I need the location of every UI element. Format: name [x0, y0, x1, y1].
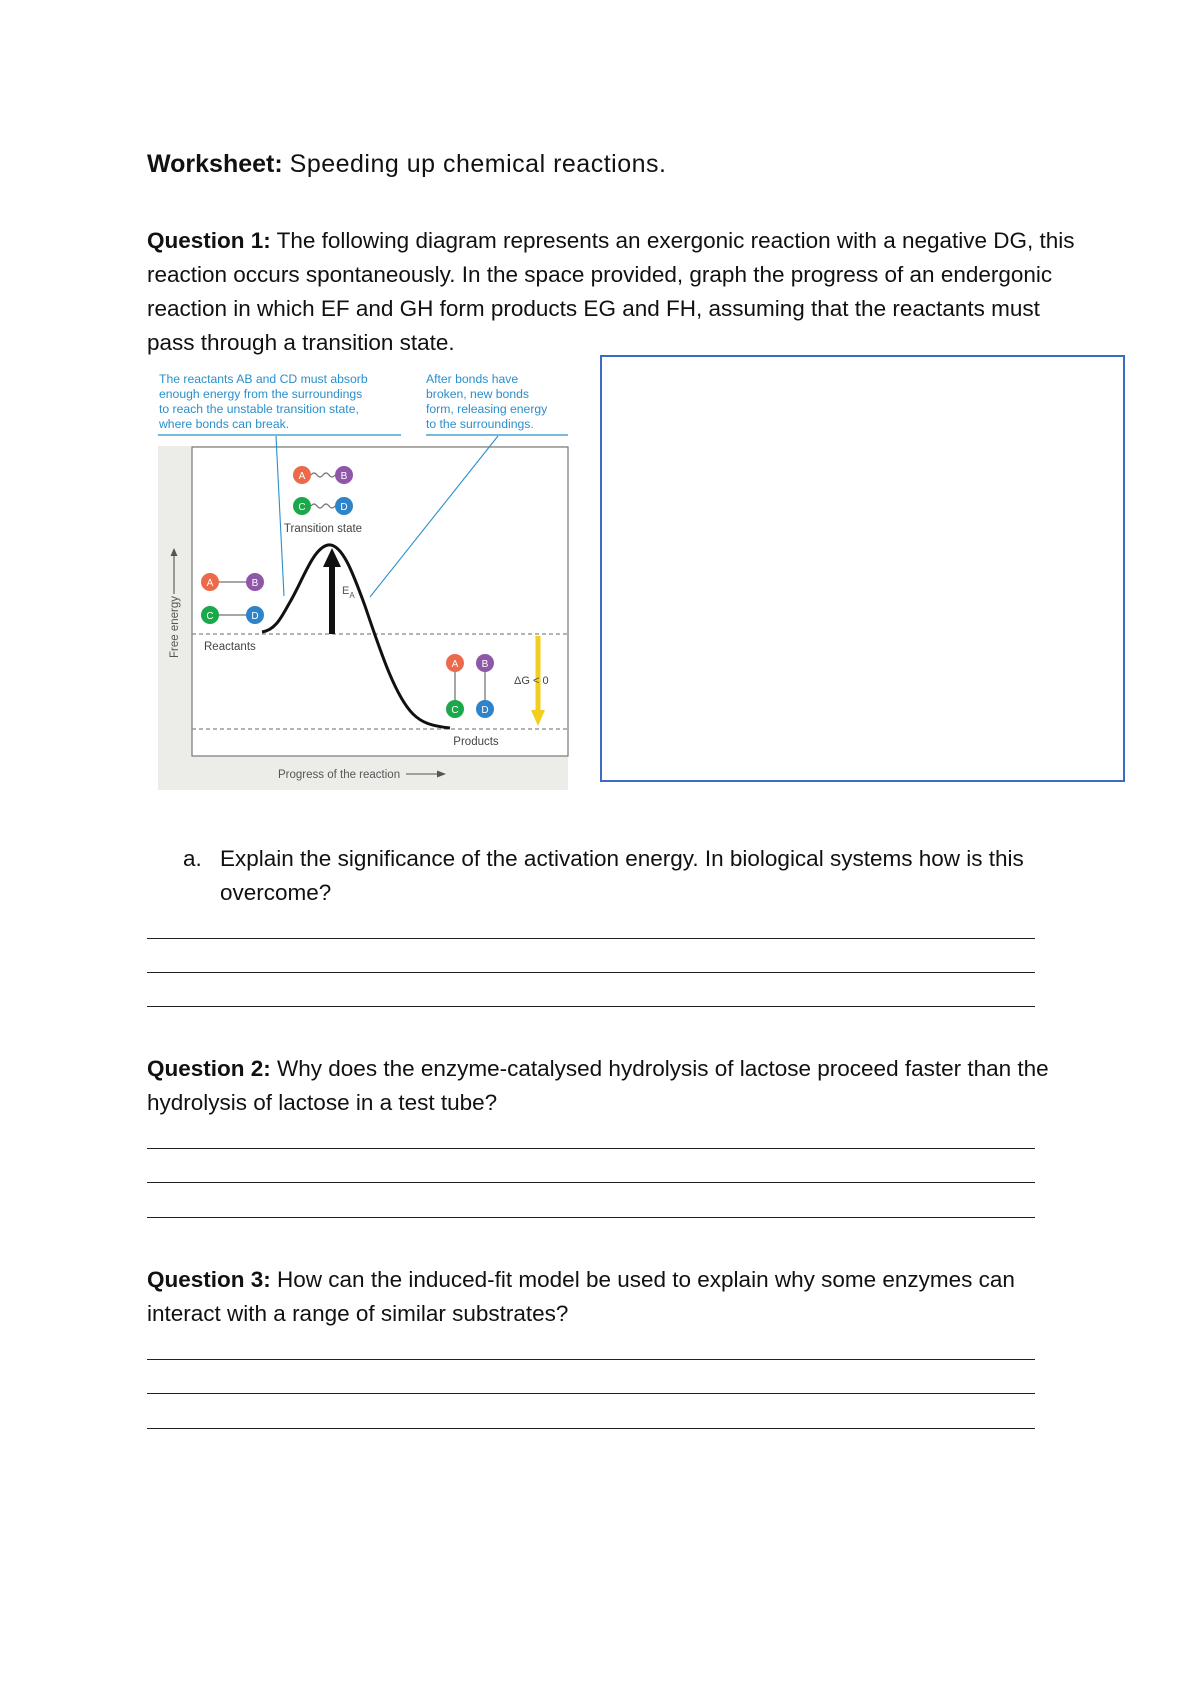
graph-answer-box[interactable] [600, 355, 1125, 782]
atom-b-letter: B [340, 471, 348, 482]
caption-left [159, 372, 409, 432]
question-a [183, 842, 1043, 910]
question-2-text: Why does the enzyme-catalysed hydrolysis of lactose proceed faster than the hydrolysis of lactose in a test tube? [147, 1056, 1049, 1115]
title-text: Speeding up chemical reactions. [289, 150, 667, 178]
atom-b-letter: B [481, 659, 489, 670]
caption-right-line: form, releasing energy [426, 402, 548, 416]
y-axis-label: Free energy [169, 595, 181, 658]
caption-right-line: After bonds have [426, 372, 519, 386]
caption-right [426, 372, 576, 432]
transition-state-label: Transition state [283, 523, 363, 535]
atom-c-letter: C [451, 705, 459, 716]
answer-line-a-1[interactable] [147, 938, 1035, 939]
question-a-label: a. [183, 846, 202, 871]
answer-line-a-3[interactable] [147, 1006, 1035, 1007]
atom-b-letter: B [251, 578, 259, 589]
delta-g-label: ΔG < 0 [514, 675, 549, 687]
atom-a-letter: A [298, 471, 306, 482]
plot-frame [192, 447, 568, 756]
caption-left-line: The reactants AB and CD must absorb [159, 372, 368, 386]
answer-line-3-3[interactable] [147, 1428, 1035, 1429]
activation-energy-label: $E_A$ [342, 585, 355, 600]
answer-line-a-2[interactable] [147, 972, 1035, 973]
question-1 [147, 224, 1077, 360]
answer-line-3-2[interactable] [147, 1393, 1035, 1394]
answer-line-3-1[interactable] [147, 1359, 1035, 1360]
atom-a-letter: A [206, 578, 214, 589]
atom-d-letter: D [251, 611, 259, 622]
caption-left-line: enough energy from the surroundings [159, 387, 363, 401]
atom-c-letter: C [298, 502, 306, 513]
reactants-label: Reactants [204, 641, 256, 653]
caption-left-line: where bonds can break. [159, 417, 290, 431]
atom-d-letter: D [481, 705, 489, 716]
question-2 [147, 1052, 1077, 1120]
caption-right-line: to the surroundings. [426, 417, 534, 431]
caption-right-line: broken, new bonds [426, 387, 529, 401]
products-label: Products [453, 736, 499, 748]
title-label: Worksheet: [147, 150, 283, 178]
question-3-text: How can the induced-fit model be used to explain why some enzymes can interact with a range of similar substrates? [147, 1267, 1015, 1326]
answer-line-2-1[interactable] [147, 1148, 1035, 1149]
question-a-text: Explain the significance of the activation energy. In biological systems how is this overcome? [220, 846, 1024, 905]
answer-line-2-3[interactable] [147, 1217, 1035, 1218]
question-3-label: Question 3: [147, 1267, 271, 1292]
caption-left-line: to reach the unstable transition state, [159, 402, 359, 416]
atom-d-letter: D [340, 502, 348, 513]
atom-c-letter: C [206, 611, 214, 622]
x-axis-label: Progress of the reaction [278, 769, 401, 781]
question-2-label: Question 2: [147, 1056, 271, 1081]
question-1-label: Question 1: [147, 228, 271, 253]
free-energy-diagram [158, 368, 570, 790]
question-3 [147, 1263, 1077, 1331]
atom-a-letter: A [451, 659, 459, 670]
worksheet-title [147, 147, 1077, 181]
answer-line-2-2[interactable] [147, 1182, 1035, 1183]
question-1-text: The following diagram represents an exergonic reaction with a negative DG, this reaction occurs spontaneously. In the space provided, graph the progress of an endergonic reaction in which EF and GH form products EG and FH, assuming that the reactants must pass through a transition state. [147, 228, 1075, 355]
